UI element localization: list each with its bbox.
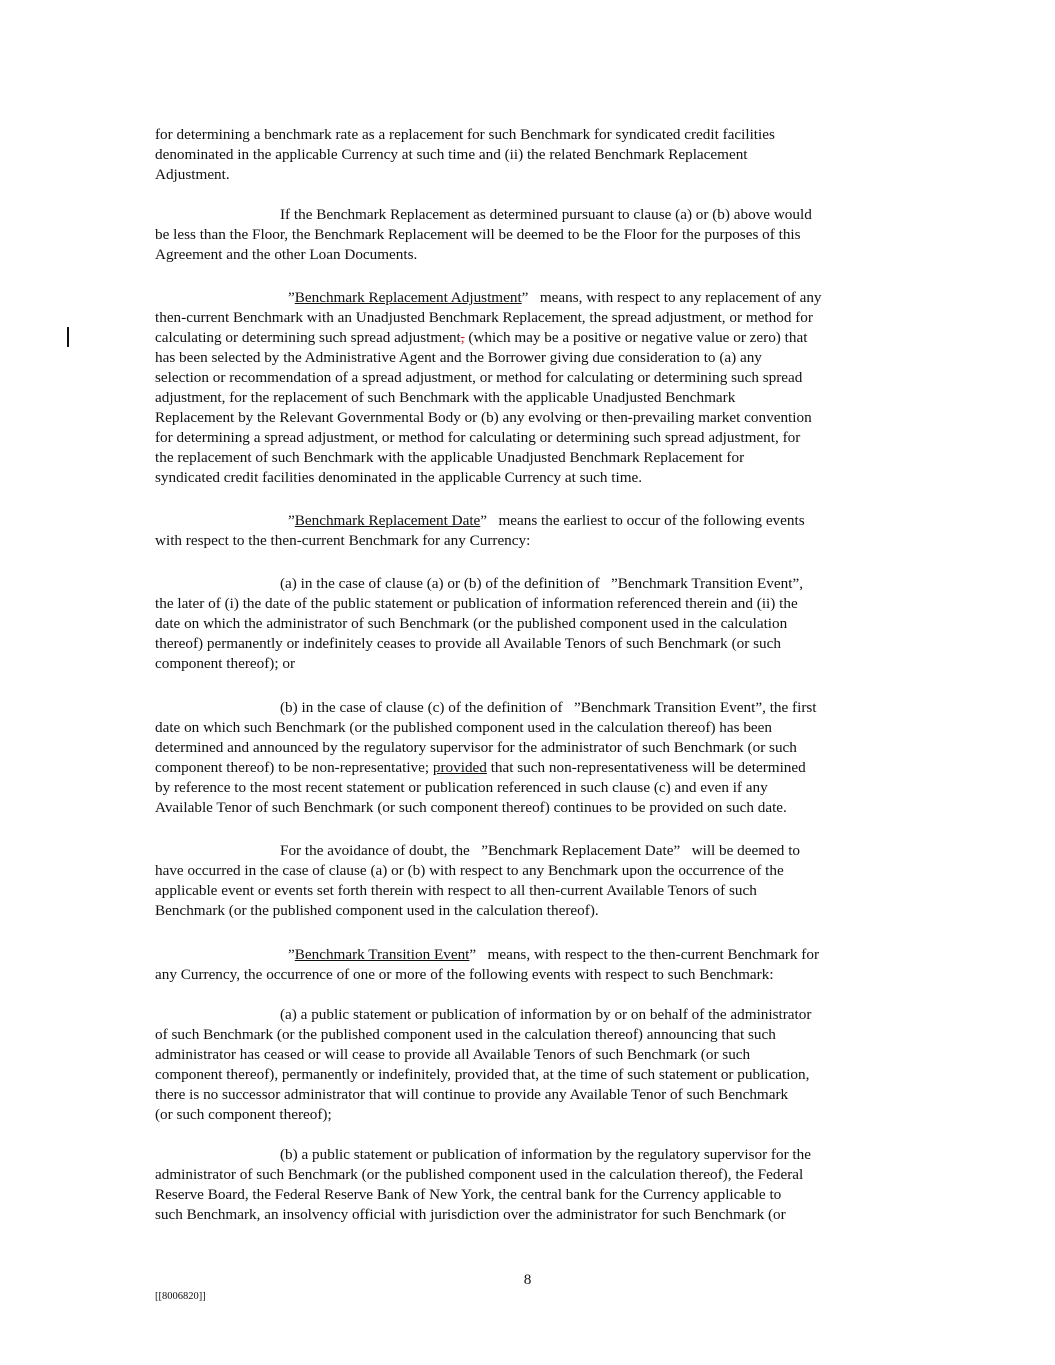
definition-first-line — [155, 945, 900, 965]
text-line: applicable event or events set forth therein with respect to all then-current Available Tenors of such — [155, 882, 757, 899]
clause-first-line — [155, 574, 900, 594]
text-line: administrator has ceased or will cease to provide all Available Tenors of such Benchmark (or such — [155, 1046, 751, 1063]
text-line: If the Benchmark Replacement as determined pursuant to clause (a) or (b) above would — [280, 206, 812, 223]
text-line: Replacement by the Relevant Governmental Body or (b) any evolving or then-prevailing market convention — [155, 409, 812, 426]
open-quote: ” — [288, 512, 295, 529]
text-segment: calculating or determining such spread adjustment — [155, 329, 461, 346]
paragraph-1 — [155, 125, 900, 185]
text-line: (b) a public statement or publication of information by the regulatory supervisor for the — [280, 1146, 811, 1163]
text-line: Adjustment. — [155, 166, 230, 183]
definition-benchmark-replacement-date — [155, 511, 900, 551]
text-line: Agreement and the other Loan Documents. — [155, 246, 418, 263]
quoted-term: Benchmark Replacement Date — [487, 842, 674, 859]
text-line-with-provided — [155, 758, 900, 778]
quoted-term: Benchmark Transition Event — [617, 575, 793, 592]
text-line: (or such component thereof); — [155, 1106, 332, 1123]
defined-term: Benchmark Replacement Date — [294, 512, 481, 529]
text-line: thereof) permanently or indefinitely ceases to provide all Available Tenors of such Benchmark (or such — [155, 635, 781, 652]
text-line: with respect to the then-current Benchmark for any Currency: — [155, 532, 531, 549]
definition-first-line — [155, 511, 900, 531]
open-quote: ” — [573, 699, 581, 716]
underlined-provided: provided — [432, 759, 487, 776]
text-line: administrator of such Benchmark (or the published component used in the calculation thereof), the Federal — [155, 1166, 804, 1183]
text-segment: (a) in the case of clause (a) or (b) of the definition of — [280, 575, 600, 592]
text-line: Available Tenor of such Benchmark (or such component thereof) continues to be provided on such date. — [155, 799, 787, 816]
avoidance-of-doubt-paragraph — [155, 841, 900, 921]
definition-benchmark-transition-event — [155, 945, 900, 985]
deleted-comma: , — [460, 329, 465, 346]
quoted-term: Benchmark Transition Event — [580, 699, 756, 716]
text-line: determined and announced by the regulatory supervisor for the administrator of such Benchmark (or such — [155, 739, 797, 756]
text-line: Benchmark (or the published component used in the calculation thereof). — [155, 902, 599, 919]
text-line: for determining a spread adjustment, or method for calculating or determining such spread adjustment, for — [155, 429, 801, 446]
text-line: date on which the administrator of such Benchmark (or the published component used in the calculation — [155, 615, 788, 632]
text-segment: will be deemed to — [691, 842, 801, 859]
clause-first-line — [155, 698, 900, 718]
text-segment: that such non-representativeness will be determined — [486, 759, 806, 776]
paragraph-first-line — [155, 841, 900, 861]
text-line: component thereof); or — [155, 655, 296, 672]
text-line: of such Benchmark (or the published component used in the calculation thereof) announcing that such — [155, 1026, 776, 1043]
text-line: by reference to the most recent statement or publication referenced in such clause (c) and even if any — [155, 779, 768, 796]
paragraph-2 — [155, 205, 900, 265]
close-quote: ” — [755, 699, 763, 716]
text-line: adjustment, for the replacement of such Benchmark with the applicable Unadjusted Benchmark — [155, 389, 736, 406]
text-line: then-current Benchmark with an Unadjusted Benchmark Replacement, the spread adjustment, or method for — [155, 309, 813, 326]
definition-text: means, with respect to the then-current Benchmark for — [487, 946, 820, 963]
text-line: component thereof), permanently or indefinitely, provided that, at the time of such statement or publication, — [155, 1066, 810, 1083]
close-quote: ” — [480, 512, 488, 529]
close-quote: ” — [469, 946, 477, 963]
transition-event-clause-a — [155, 1005, 900, 1125]
definition-benchmark-replacement-adjustment — [155, 288, 900, 488]
page-number: 8 — [523, 1271, 532, 1288]
open-quote: ” — [611, 575, 618, 592]
text-line: be less than the Floor, the Benchmark Replacement will be deemed to be the Floor for the purposes of this — [155, 226, 801, 243]
revision-change-bar — [67, 327, 69, 347]
text-segment: (b) in the case of clause (c) of the definition of — [280, 699, 563, 716]
close-quote: ” — [673, 842, 681, 859]
document-id: [[8006820]] — [155, 1291, 206, 1302]
text-line: denominated in the applicable Currency at such time and (ii) the related Benchmark Replacement — [155, 146, 748, 163]
text-line: date on which such Benchmark (or the published component used in the calculation thereof) has been — [155, 719, 773, 736]
close-quote: ” — [792, 575, 800, 592]
defined-term: Benchmark Transition Event — [294, 946, 470, 963]
text-line: the replacement of such Benchmark with the applicable Unadjusted Benchmark Replacement for — [155, 449, 745, 466]
text-line: selection or recommendation of a spread adjustment, or method for calculating or determining such spread — [155, 369, 803, 386]
close-quote: ” — [521, 289, 529, 306]
text-line: have occurred in the case of clause (a) or (b) with respect to any Benchmark upon the occurrence of the — [155, 862, 784, 879]
text-segment: component thereof) to be non-representative; — [155, 759, 433, 776]
text-line: there is no successor administrator that will continue to provide any Available Tenor of such Benchmark — [155, 1086, 789, 1103]
definition-first-line — [155, 288, 900, 308]
text-line: syndicated credit facilities denominated in the applicable Currency at such time. — [155, 469, 643, 486]
text-line: Reserve Board, the Federal Reserve Bank of New York, the central bank for the Currency applicable to — [155, 1186, 782, 1203]
text-segment: , — [799, 575, 803, 592]
clause-b-replacement-date — [155, 698, 900, 818]
text-line: (a) a public statement or publication of information by or on behalf of the administrator — [280, 1006, 812, 1023]
open-quote: ” — [288, 289, 295, 306]
open-quote: ” — [481, 842, 488, 859]
text-line-with-deletion — [155, 328, 900, 348]
clause-a-replacement-date — [155, 574, 900, 674]
text-line: such Benchmark, an insolvency official with jurisdiction over the administrator for such Benchmark (or — [155, 1206, 786, 1223]
text-line: for determining a benchmark rate as a replacement for such Benchmark for syndicated credit facilities — [155, 126, 775, 143]
definition-text: means the earliest to occur of the following events — [498, 512, 805, 529]
transition-event-clause-b — [155, 1145, 900, 1225]
text-segment: , the first — [762, 699, 817, 716]
text-segment: For the avoidance of doubt, the — [280, 842, 470, 859]
text-line: any Currency, the occurrence of one or more of the following events with respect to such Benchmark: — [155, 966, 774, 983]
defined-term: Benchmark Replacement Adjustment — [294, 289, 522, 306]
text-line: has been selected by the Administrative Agent and the Borrower giving due consideration to (a) any — [155, 349, 762, 366]
text-segment: (which may be a positive or negative value or zero) that — [464, 329, 808, 346]
open-quote: ” — [288, 946, 295, 963]
definition-text: means, with respect to any replacement of any — [539, 289, 822, 306]
text-line: the later of (i) the date of the public statement or publication of information referenced therein and (ii) the — [155, 595, 798, 612]
